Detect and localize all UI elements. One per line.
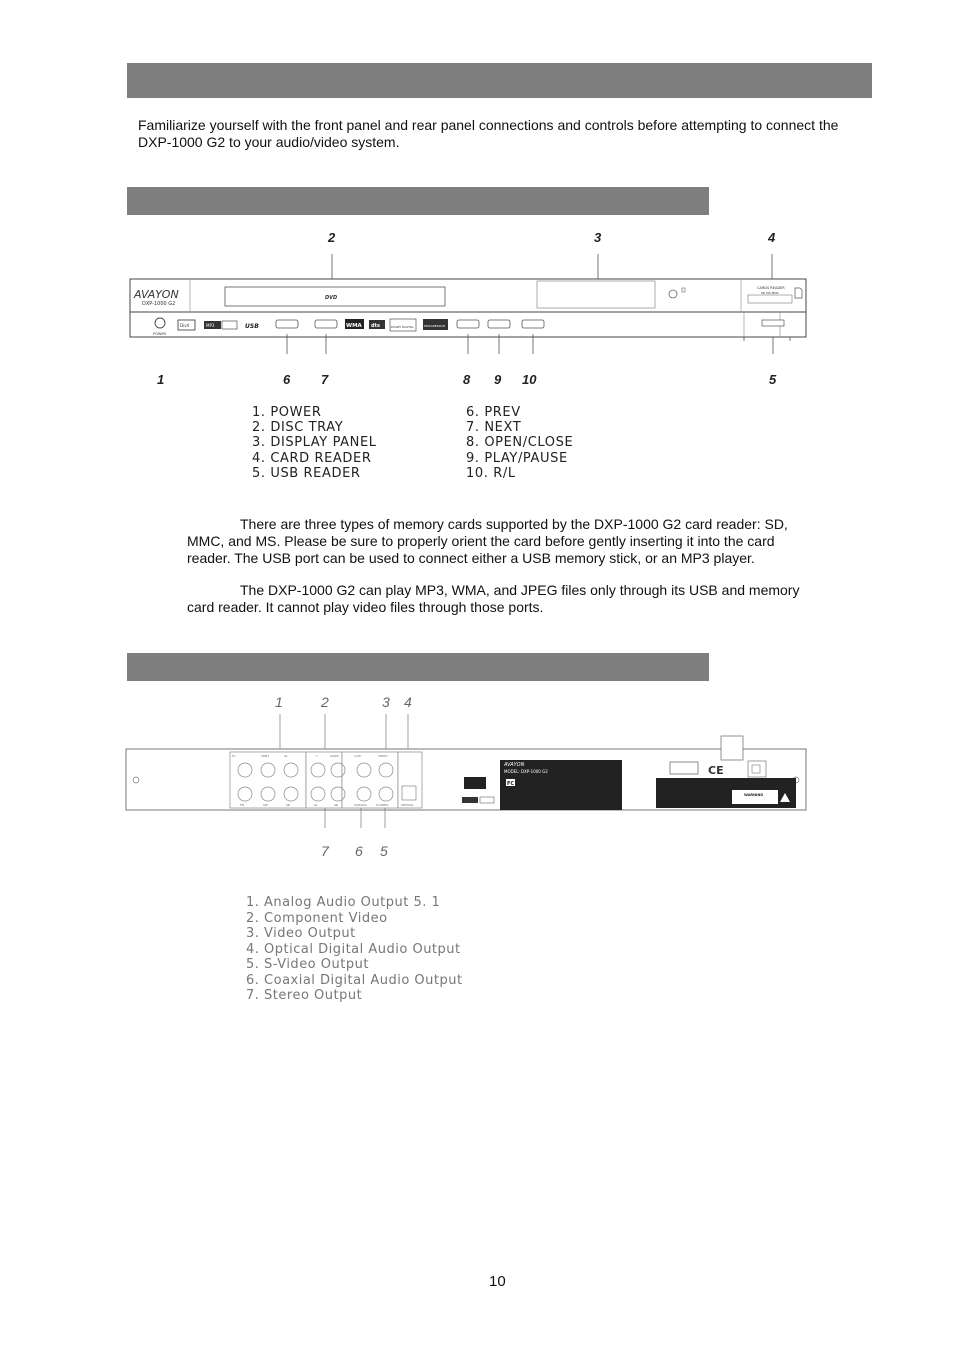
svg-text:S-VIDEO: S-VIDEO — [376, 803, 389, 807]
divx-logo-text: DivX — [180, 323, 190, 328]
svg-text:CENT: CENT — [261, 754, 270, 758]
mp3-logo-text: MP3 — [206, 323, 215, 328]
legend-item: 7. NEXT — [466, 420, 522, 436]
rear-callout-5: 5 — [380, 843, 388, 859]
rear-panel-diagram — [118, 708, 818, 828]
page-number: 10 — [489, 1273, 506, 1290]
front-brand: AVAYON — [134, 288, 179, 301]
legend-item: 8. OPEN/CLOSE — [466, 435, 574, 451]
legend-item: 10. R/L — [466, 465, 516, 481]
front-panel-diagram — [120, 244, 820, 354]
front-legend-right — [466, 405, 573, 481]
usb-logo-text: USB — [245, 323, 259, 330]
front-legend-left — [252, 405, 377, 481]
legend-item: 3. DISPLAY PANEL — [252, 435, 377, 451]
disc-label: DVD — [325, 295, 338, 301]
legend-item: 4. CARD READER — [252, 450, 372, 466]
legend-item: 4. Optical Digital Audio Output — [246, 941, 461, 957]
legend-item: 5. S-Video Output — [246, 957, 369, 972]
intro-paragraph: Familiarize yourself with the front panel and rear panel connections and controls before attempting to connect the DXP-1000 G2 to your audio/video system. — [138, 117, 839, 150]
prev-button-icon — [276, 320, 298, 328]
legend-item: 3. Video Output — [246, 926, 356, 941]
legend-item: 2. DISC TRAY — [252, 420, 344, 436]
front-callout-6: 6 — [283, 372, 291, 387]
rear-callout-4: 4 — [404, 694, 412, 710]
rear-callout-6: 6 — [355, 843, 363, 859]
ce-mark: CE — [708, 764, 724, 777]
note-memory-cards: There are three types of memory cards supported by the DXP-1000 G2 card reader: SD, MMC, and MS. Please be sure to properly orient the card before gently inserting it into the card reader. The USB port can be used to connect either a USB memory stick, or an MP3 player. — [187, 516, 788, 566]
dolby-logo-text: DOLBY DIGITAL — [391, 325, 414, 329]
svg-text:AR: AR — [334, 803, 339, 807]
svg-text:Y: Y — [316, 754, 318, 758]
svg-text:VIDEO: VIDEO — [378, 754, 388, 758]
rl-button-icon — [522, 320, 544, 328]
legend-item: 1. Analog Audio Output 5. 1 — [246, 895, 441, 910]
next-button-icon — [315, 320, 337, 328]
warning-label: WARNING — [744, 793, 764, 797]
front-callout-2: 2 — [328, 230, 336, 245]
open-close-button-icon — [457, 320, 479, 328]
dts-logo-text: dts — [371, 323, 380, 329]
section-header-bar-3 — [127, 653, 709, 681]
legend-item: 6. PREV — [466, 405, 521, 420]
fc-mark: FC — [507, 781, 515, 787]
legend-item: 2. Component Video — [246, 910, 388, 926]
front-callout-10: 10 — [522, 372, 537, 387]
legend-item: 9. PLAY/PAUSE — [466, 450, 568, 466]
front-callout-8: 8 — [463, 372, 471, 387]
front-callout-1: 1 — [157, 372, 165, 387]
card-reader-label: CARDS READER — [757, 286, 785, 290]
front-callout-7: 7 — [321, 372, 329, 387]
note-file-formats: The DXP-1000 G2 can play MP3, WMA, and JPEG files only through its USB and memory card reader. It cannot play video files through those ports. — [187, 582, 800, 615]
front-callout-5: 5 — [769, 372, 777, 387]
wma-logo-text: WMA — [346, 323, 362, 329]
svg-text:SR: SR — [286, 803, 290, 807]
rear-brand: AVAYON — [504, 762, 525, 768]
svg-text:AL: AL — [314, 803, 318, 807]
svg-text:OPTICAL: OPTICAL — [401, 803, 414, 807]
play-pause-button-icon — [488, 320, 510, 328]
card-types-label: SD MS MMC — [761, 291, 779, 295]
svg-text:FR: FR — [240, 803, 244, 807]
rear-callout-1: 1 — [275, 694, 283, 710]
rear-legend — [246, 895, 463, 1004]
front-callout-3: 3 — [594, 230, 602, 245]
legend-item: 5. USB READER — [252, 465, 361, 481]
divx-rear-logo-icon — [464, 777, 486, 789]
svg-text:SL: SL — [284, 754, 288, 758]
section-header-bar-2 — [127, 187, 709, 215]
progressive-logo-text: PROGRESSIVE — [424, 324, 446, 328]
section-header-bar-1 — [127, 63, 872, 98]
svg-text:FL: FL — [232, 754, 236, 758]
rear-model: MODEL: DXP-1000 G2 — [504, 769, 548, 774]
front-model: DXP-1000 G2 — [142, 301, 176, 307]
rear-callout-3: 3 — [382, 694, 390, 710]
rear-callout-7: 7 — [321, 843, 329, 859]
svg-text:Cb/Pb: Cb/Pb — [330, 754, 339, 758]
rear-callout-2: 2 — [321, 694, 329, 710]
svg-text:Cr/Pr: Cr/Pr — [354, 754, 362, 758]
power-label: POWER — [153, 332, 166, 336]
front-callout-9: 9 — [494, 372, 502, 387]
legend-item: 1. POWER — [252, 405, 322, 420]
legend-item: 7. Stereo Output — [246, 988, 363, 1003]
svg-text:SW: SW — [263, 803, 268, 807]
legend-item: 6. Coaxial Digital Audio Output — [246, 972, 463, 988]
front-callout-4: 4 — [768, 230, 776, 245]
svg-text:COAXIAL: COAXIAL — [354, 803, 368, 807]
